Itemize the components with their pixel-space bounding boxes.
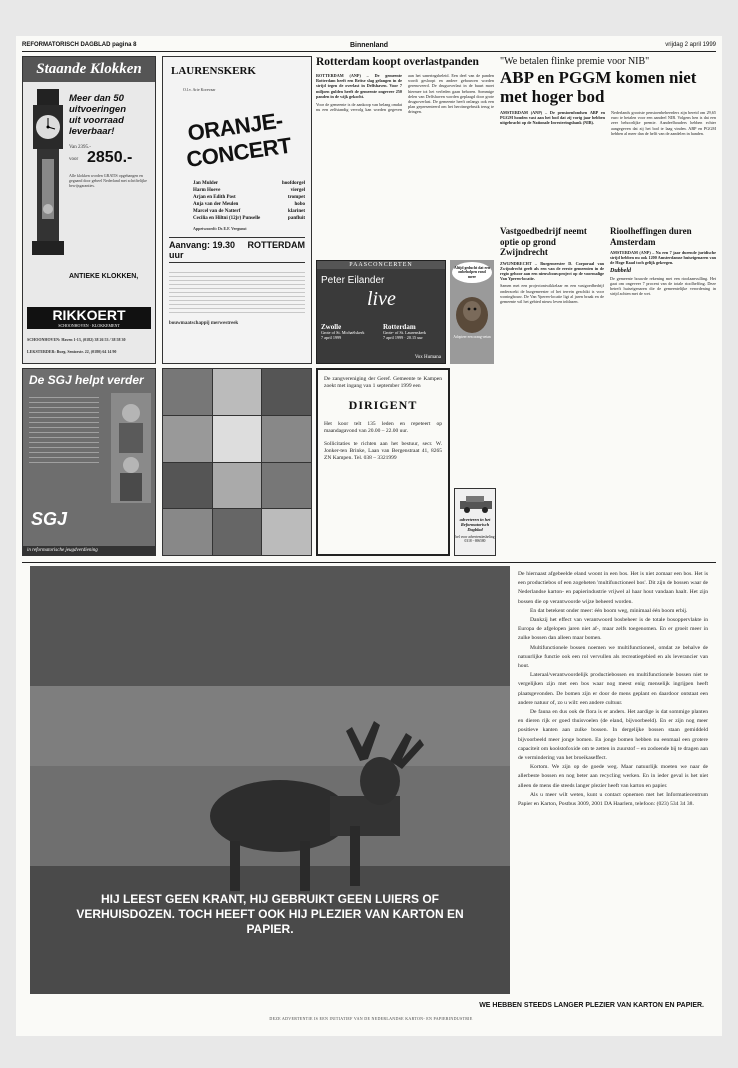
article-sewer	[610, 226, 716, 404]
abp-headline: ABP en PGGM komen niet met hoger bod	[500, 68, 697, 106]
clocks-note: Alle klokken worden GRATIS opgehangen en gegaand door geheel Nederland met schriftelijke bewijsgaranties.	[69, 173, 147, 188]
paper-body: De hiernaast afgebeelde eland woont in een bos. Het is niet zomaar een bos. Het is een productiebos of een zogeheten 'multifunctioneel bos'. Dit zijn de bossen waar de Nederlandse karton- en papierindustrie vrijwel al haar hout vandaan haalt. Het zijn bossen die op verantwoorde wijze beheerd worden. En dat betekent onder meer: één boom weg, minimaal één boom erbij. Dankzij het effect van verantwoord bosbeheer is de totale bosoppervlakte in Europa de afgelopen jaren niet af-, maar zelfs toegenomen. En er groeit meer in zulke bossen dan alleen maar bomen. Multifunctionele bossen noemen we multifunctioneel, omdat ze behalve de natuurlijke functie ook een rol vervullen als recreatiegebied en als leverancier van hout. Lateraal/verantwoordelijk productiebossen en multifunctionele bossen niet te vergelijken zijn met een bos waar nog meest enig menselijk ingrijpen heeft plaatsgevonden. De bomen zijn er door de mens geplant en daardoor ontstaat een andere natuur of, zo u wilt: een andere cultuur. De fauna en dus ook de flora is er anders. Het aardige is dat sommige planten en dieren rijk er goed thuisvoelen (de eland, bijvoorbeeld). En er zijn nog meer positieve kanten aan zulke bossen. In dergelijke bossen staan gemiddeld bijvoorbeeld meer jonge bomen. En jonge bomen hebben nu eenmaal een grotere capaciteit om koolstofoxide om te zetten in zuurstof – en zodoende bij te dragen aan de vermindering van het broeikaseffect. Kortom. We zijn op de goede weg. Maar natuurlijk moeten we naar de allerbeste bossen en nog beter aan recycling werken. En in ieder geval is het niet alleen de mens die steeds langer plezier heeft van karton en papier. Als u meer wilt weten, kunt u contact opnemen met het Informatiecentrum Papier en Karton, Postbus 3009, 2001 DA Haarlem, telefoon: (023) 534 34 38.	[518, 571, 708, 808]
section-title: Binnenland	[349, 42, 389, 49]
clocks-promo: Meer dan 50 uitvoeringen uit voorraad leverbaar!	[69, 93, 127, 137]
concert-fineprint	[169, 269, 305, 315]
sewer-sub: Dubbeld	[610, 267, 631, 274]
clocks-from: Van 2395.-	[69, 145, 91, 150]
sewer-body: De gemeente bouwde rekening met een rioolaanvulling. Het gaat om ongeveer 7 procent van de totale rioolheffing. Deze betreft huiseigenaren die de gemeentelijke verordening in strijd achten met de wet.	[610, 275, 716, 297]
newspaper-page	[16, 36, 722, 1036]
clocks-address: SCHOONHOVEN: Haven 1-13, (0182) 38 26 53 / 38 58 30	[27, 337, 126, 342]
sgj-logo: SGJ	[31, 509, 68, 529]
concert-organist: O.l.v. Arie Korevaar	[183, 87, 216, 92]
ad-rd	[454, 488, 496, 556]
passion-performer: Peter Eilander	[321, 275, 385, 286]
ad-sgj	[22, 368, 156, 556]
ad-furniture	[162, 368, 312, 556]
clocks-price: 2850.-	[87, 149, 133, 166]
clocks-address2: LEKSTERDER: Burg. Seniorstr. 22, (0180) 64 14 90	[27, 349, 117, 354]
paper-slogan: HIJ LEEST GEEN KRANT, HIJ GEBRUIKT GEEN LUIERS OF VERHUISDOZEN. TOCH HEEFT OOK HIJ PLEZIER VAN KARTON EN PAPIER.	[76, 892, 464, 936]
abp-kicker: "We betalen flinke premie voor NIB"	[500, 56, 650, 67]
furniture-grid	[163, 369, 311, 555]
sgj-bullets	[29, 393, 99, 463]
clocks-antique: ANTIEKE KLOKKEN,	[69, 273, 139, 280]
performer-row: Anja van der Meulen hobo	[193, 202, 305, 207]
orangutan-badge: Altijd geducht dat een onbeholpen rond meer	[452, 262, 492, 283]
dirigent-body: Het koor telt 135 leden en repeteert op maandagavond van 20.00 – 22.00 uur.	[324, 421, 442, 434]
sgj-tagline: in reformatorische jeugdverdiening	[23, 546, 155, 555]
ad-paper-industry	[30, 566, 712, 1026]
paper-footer-slogan: WE HEBBEN STEEDS LANGER PLEZIER VAN KARTON EN PAPIER.	[479, 1002, 704, 1009]
concert-performers	[193, 180, 305, 222]
concert-start-row: Aanvang: 19.30 uur ROTTERDAM	[169, 237, 305, 263]
zwijndrecht-headline: Vastgoedbedrijf neemt optie op grond Zwijndrecht	[500, 226, 587, 257]
concert-sponsor: bouwmaatschappij merwestreek	[169, 321, 239, 326]
ad-clocks	[22, 56, 156, 364]
passion-rotterdam: Rotterdam Grote- of St. Laurenskerk 7 april 1999 · 20.15 uur	[383, 323, 427, 340]
dirigent-contact: Sollicitaties te richten aan het bestuur, secr. W. Jonker-ten Brinke, Laan van Bergenstraat 41, 8265 ZN Kampen. Tel. 038 – 3321999	[324, 441, 442, 461]
clock-illustration	[29, 89, 65, 259]
article-zwijndrecht	[500, 226, 604, 374]
header-left: REFORMATORISCH DAGBLAD pagina 8	[22, 42, 137, 48]
concert-appetizer: Appetwoordt: Ds E.F. Vergunst	[193, 226, 247, 231]
orangutan-photo	[450, 285, 494, 335]
performer-row: Harm Hoeve viergel	[193, 188, 305, 193]
abp-text: AMSTERDAM (ANP) – De pensioenfondsen ABP en PGGM houden vast aan het bod dat zij vorig jaar hebben uitgebracht op de Nationale Investeringsbank (NIB). Nederlands grootste pensioenbeheerders zijn bereid om 29,65 euro te betalen voor een aandeel NIB. Volgens hen is dat een zeer behoorlijke premie. Aandeelhouders hebben echter aangegeven dat zij het bod te laag vinden. ABP en PGGM hebben al meer dan de helft van de aandelen in handen.	[500, 110, 716, 136]
zwijndrecht-body: Samen met een projectontwikkelaar en een vastgoedbedrijf onderzoekt de burgemeester of het terrein geschikt is voor woningbouw. De Van Yperen-locatie ligt al jaren braak en de gemeente wil het gebied nieuw leven inblazen.	[500, 283, 604, 304]
sewer-lead: AMSTERDAM (ANP) – Na een 7 jaar durende juridische strijd hebben nu ook 1200 Amsterdamse huiseigenaren van de Hoge Raad toch gelijk gekregen.	[610, 250, 716, 266]
ad-concert	[162, 56, 312, 364]
ad-orangutan	[450, 260, 494, 364]
zwijndrecht-lead: ZWIJNDRECHT – Burgemeester D. Corporaal van Zwijndrecht geeft als een van de eerste gemeenten in de regio gehoor aan een nieuwbouwproject op de voormalige Van Yperen-locatie.	[500, 260, 604, 282]
car-icon	[456, 493, 496, 513]
passion-zwolle: Zwolle Grote of St. Michaëlskerk 7 april 1999	[321, 323, 365, 340]
rotterdam-headline: Rotterdam koopt overlastpanden	[316, 56, 479, 68]
passion-banner: PAASCONCERTEN	[317, 261, 445, 269]
header-date: vrijdag 2 april 1999	[665, 42, 716, 48]
sgj-photo	[111, 393, 151, 503]
divider	[22, 562, 716, 563]
concert-title: ORANJE-CONCERT	[184, 107, 293, 173]
clocks-for: voor	[69, 157, 79, 162]
rd-title: adverteren in het Reformatorisch Dagblad	[459, 517, 491, 533]
performer-row: Cecilia en Hiltni (12jr) Punselle panfluit	[193, 216, 305, 221]
passion-label: Vox Humana	[414, 355, 441, 360]
concert-church: LAURENSKERK	[171, 65, 256, 77]
performer-row: Arjan en Edith Post trompet	[193, 195, 305, 200]
dirigent-intro: De zangvereniging der Geref. Gemeente te Kampen zoekt met ingang van 1 september 1999 een	[324, 376, 442, 389]
rotterdam-text: ROTTERDAM (ANP) – De gemeente Rotterdam heeft een Britse slag gelangen in de strijd tegen de overlast in Delfshaven. Voor 7 miljoen gulden heeft de gemeente ongeveer 250 panden in de wijk gekocht. Voor de gemeente is de aankoop van belang omdat nu een zelfstandig vervolg kan worden gegeven aan het saneringsbeleid. Een deel van de panden wordt gesloopt en andere gebouwen worden gerenoveerd. De drugsoverlast in de buurt moet hiermee tot het verleden gaan behoren. Sommige delen van Delfshaven worden geplaagd door grote drugsoverlast. De gemeente heeft onlangs ook een plan gepresenteerd om het heroïnegebruik terug te dringen.	[316, 73, 494, 115]
performer-row: Marcel van de Natterf klarinet	[193, 209, 305, 214]
ad-dirigent	[316, 368, 450, 556]
passion-live: live	[367, 288, 396, 310]
article-rotterdam	[316, 56, 494, 256]
performer-row: Jan Mulder hoofdorgel	[193, 181, 305, 186]
paper-tagline: DEZE ADVERTENTIE IS EEN INITIATIEF VAN DE NEDERLANDSE KARTON- EN PAPIERINDUSTRIE	[269, 1016, 473, 1021]
clocks-brand-bar: RIKKOERT SCHOONHOVEN · KLOKKEMENT	[27, 307, 151, 329]
ad-passion-concerts	[316, 260, 446, 364]
rd-sub: bel voor advertentiesheling 0318 - 696580	[455, 534, 495, 544]
sewer-headline: Rioolheffingen duren Amsterdam	[610, 226, 692, 247]
sgj-title: De SGJ helpt verder	[29, 373, 144, 387]
page-header	[22, 40, 716, 52]
clocks-title: Staande Klokken	[36, 61, 142, 77]
dirigent-role: DIRIGENT	[348, 398, 418, 412]
orangutan-caption: Adopteer een orang-oetan	[453, 335, 491, 340]
